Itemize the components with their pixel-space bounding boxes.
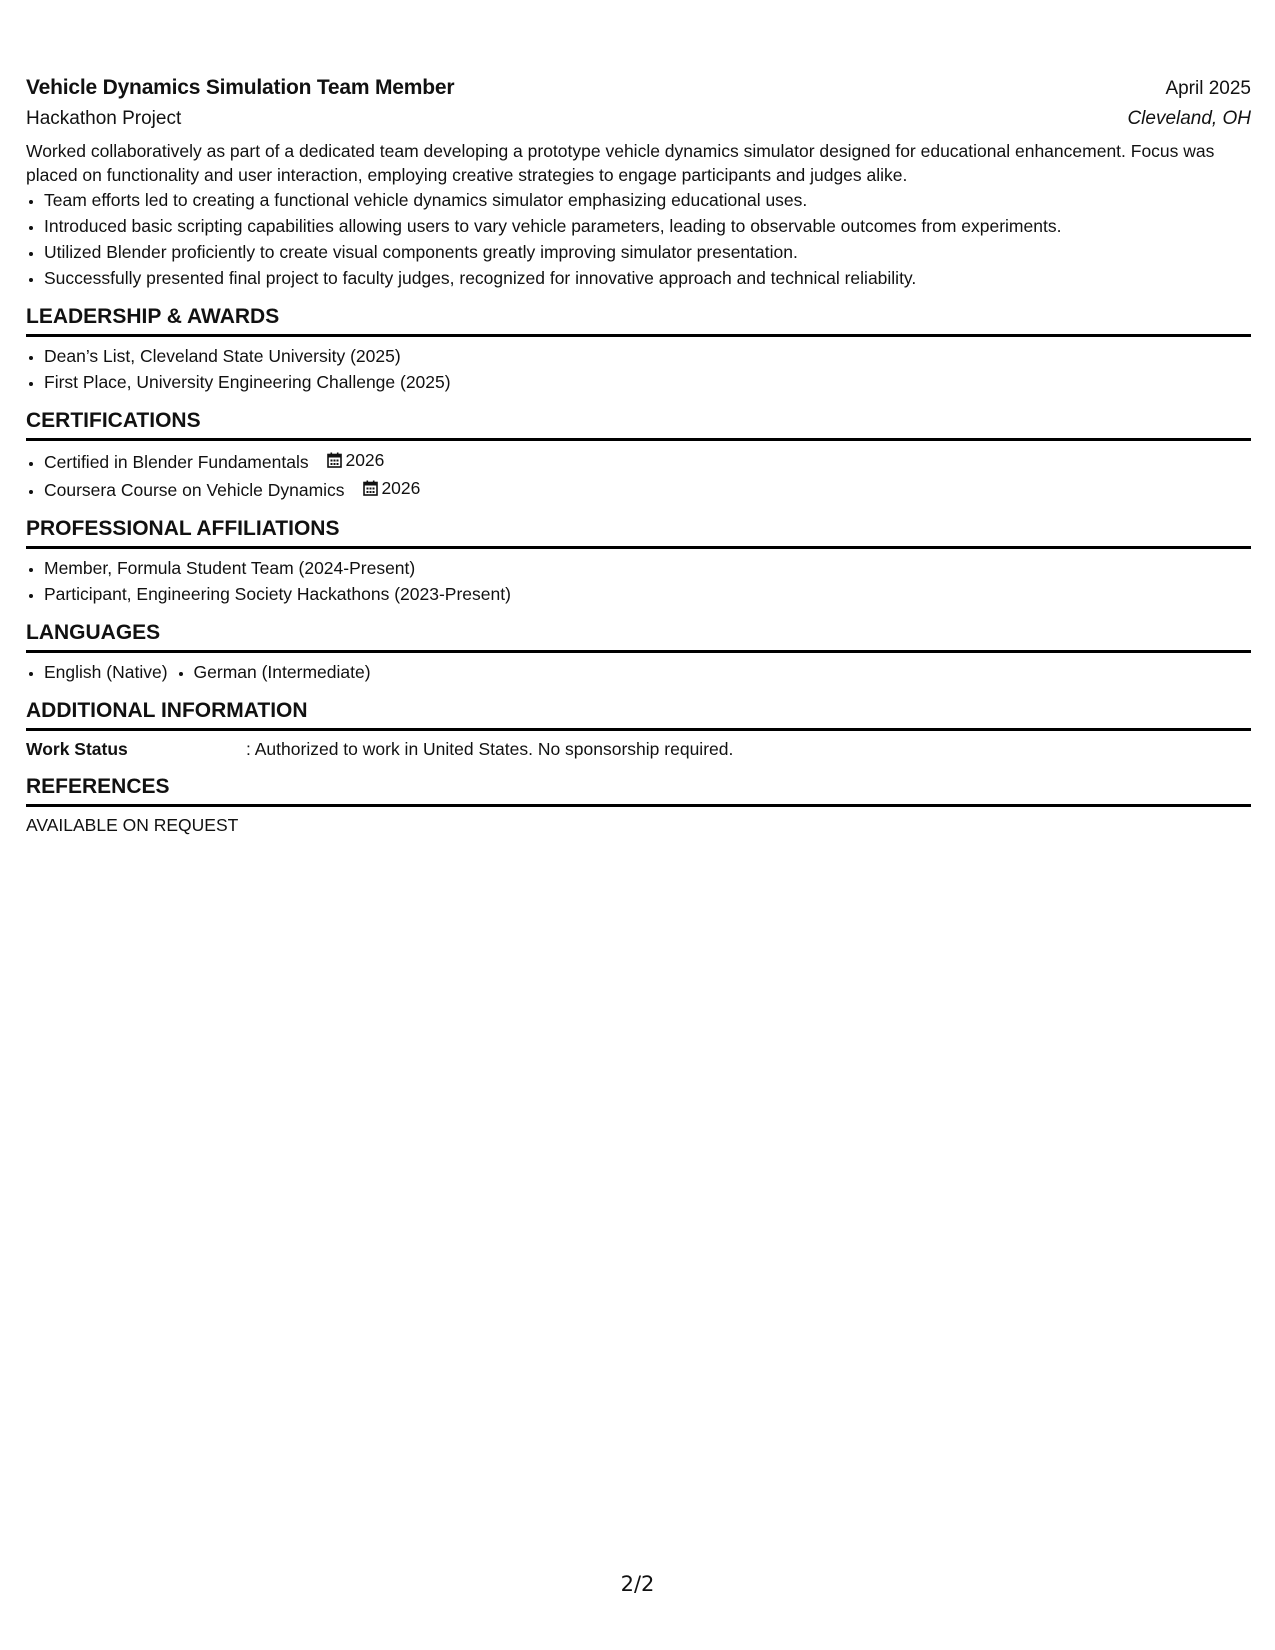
work-status-label: Work Status — [26, 739, 128, 759]
list-item: • Dean’s List, Cleveland State University (2025) — [44, 343, 1251, 369]
section-title: LANGUAGES — [26, 621, 1251, 653]
certifications-section — [26, 409, 1251, 503]
list-item — [44, 475, 1251, 503]
job-title: Vehicle Dynamics Simulation Team Member — [26, 76, 455, 99]
list-item: • First Place, University Engineering Challenge (2025) — [44, 369, 1251, 395]
affiliations-list — [26, 555, 1251, 607]
certification-date — [327, 447, 384, 473]
list-item — [44, 447, 1251, 475]
certifications-list — [26, 447, 1251, 503]
job-bullet: • Successfully presented final project to faculty judges, recognized for innovative approach and technical reliability. — [44, 265, 1251, 291]
list-item: • Participant, Engineering Society Hackathons (2023-Present) — [44, 581, 1251, 607]
references-section — [26, 775, 1251, 837]
certification-year: 2026 — [345, 450, 385, 470]
section-title: ADDITIONAL INFORMATION — [26, 699, 1251, 731]
section-title: REFERENCES — [26, 775, 1251, 807]
job-description: Worked collaboratively as part of a dedicated team developing a prototype vehicle dynamics simulator designed for educational enhancement. Focus was placed on functionality and user interaction, employing creative strategies to engage participants and judges alike. — [26, 141, 1215, 185]
languages-list — [26, 659, 1251, 685]
calendar-icon — [363, 480, 378, 496]
affiliations-section — [26, 517, 1251, 607]
section-title: LEADERSHIP & AWARDS — [26, 305, 1251, 337]
calendar-icon — [327, 452, 342, 468]
leadership-section — [26, 305, 1251, 395]
job-bullet: • Utilized Blender proficiently to create visual components greatly improving simulator presentation. — [44, 239, 1251, 265]
additional-info-section — [26, 699, 1251, 761]
certification-name: Certified in Blender Fundamentals — [44, 452, 309, 472]
certification-date — [363, 475, 420, 501]
job-organization: Hackathon Project — [26, 108, 182, 129]
page-number: 2/2 — [620, 1572, 655, 1596]
resume-page — [26, 76, 1251, 837]
leadership-list — [26, 343, 1251, 395]
work-status-value: : Authorized to work in United States. No sponsorship required. — [246, 739, 734, 759]
job-header — [26, 76, 1251, 100]
language-item: • German (Intermediate) — [194, 659, 371, 685]
list-item: • Member, Formula Student Team (2024-Present) — [44, 555, 1251, 581]
references-text: AVAILABLE ON REQUEST — [26, 815, 239, 835]
section-title: PROFESSIONAL AFFILIATIONS — [26, 517, 1251, 549]
work-status-row — [26, 737, 1251, 761]
section-title: CERTIFICATIONS — [26, 409, 1251, 441]
certification-year: 2026 — [381, 478, 421, 498]
certification-name: Coursera Course on Vehicle Dynamics — [44, 480, 345, 500]
language-item: • English (Native) — [44, 659, 168, 685]
job-bullet: • Introduced basic scripting capabilities allowing users to vary vehicle parameters, leading to observable outcomes from experiments. — [44, 213, 1251, 239]
job-bullet: • Team efforts led to creating a functional vehicle dynamics simulator emphasizing educational uses. — [44, 187, 1251, 213]
job-bullets — [26, 187, 1251, 291]
job-date: April 2025 — [1165, 78, 1251, 99]
job-location: Cleveland, OH — [1127, 108, 1251, 129]
job-entry — [26, 76, 1251, 291]
languages-section — [26, 621, 1251, 685]
job-subheader — [26, 108, 1251, 130]
